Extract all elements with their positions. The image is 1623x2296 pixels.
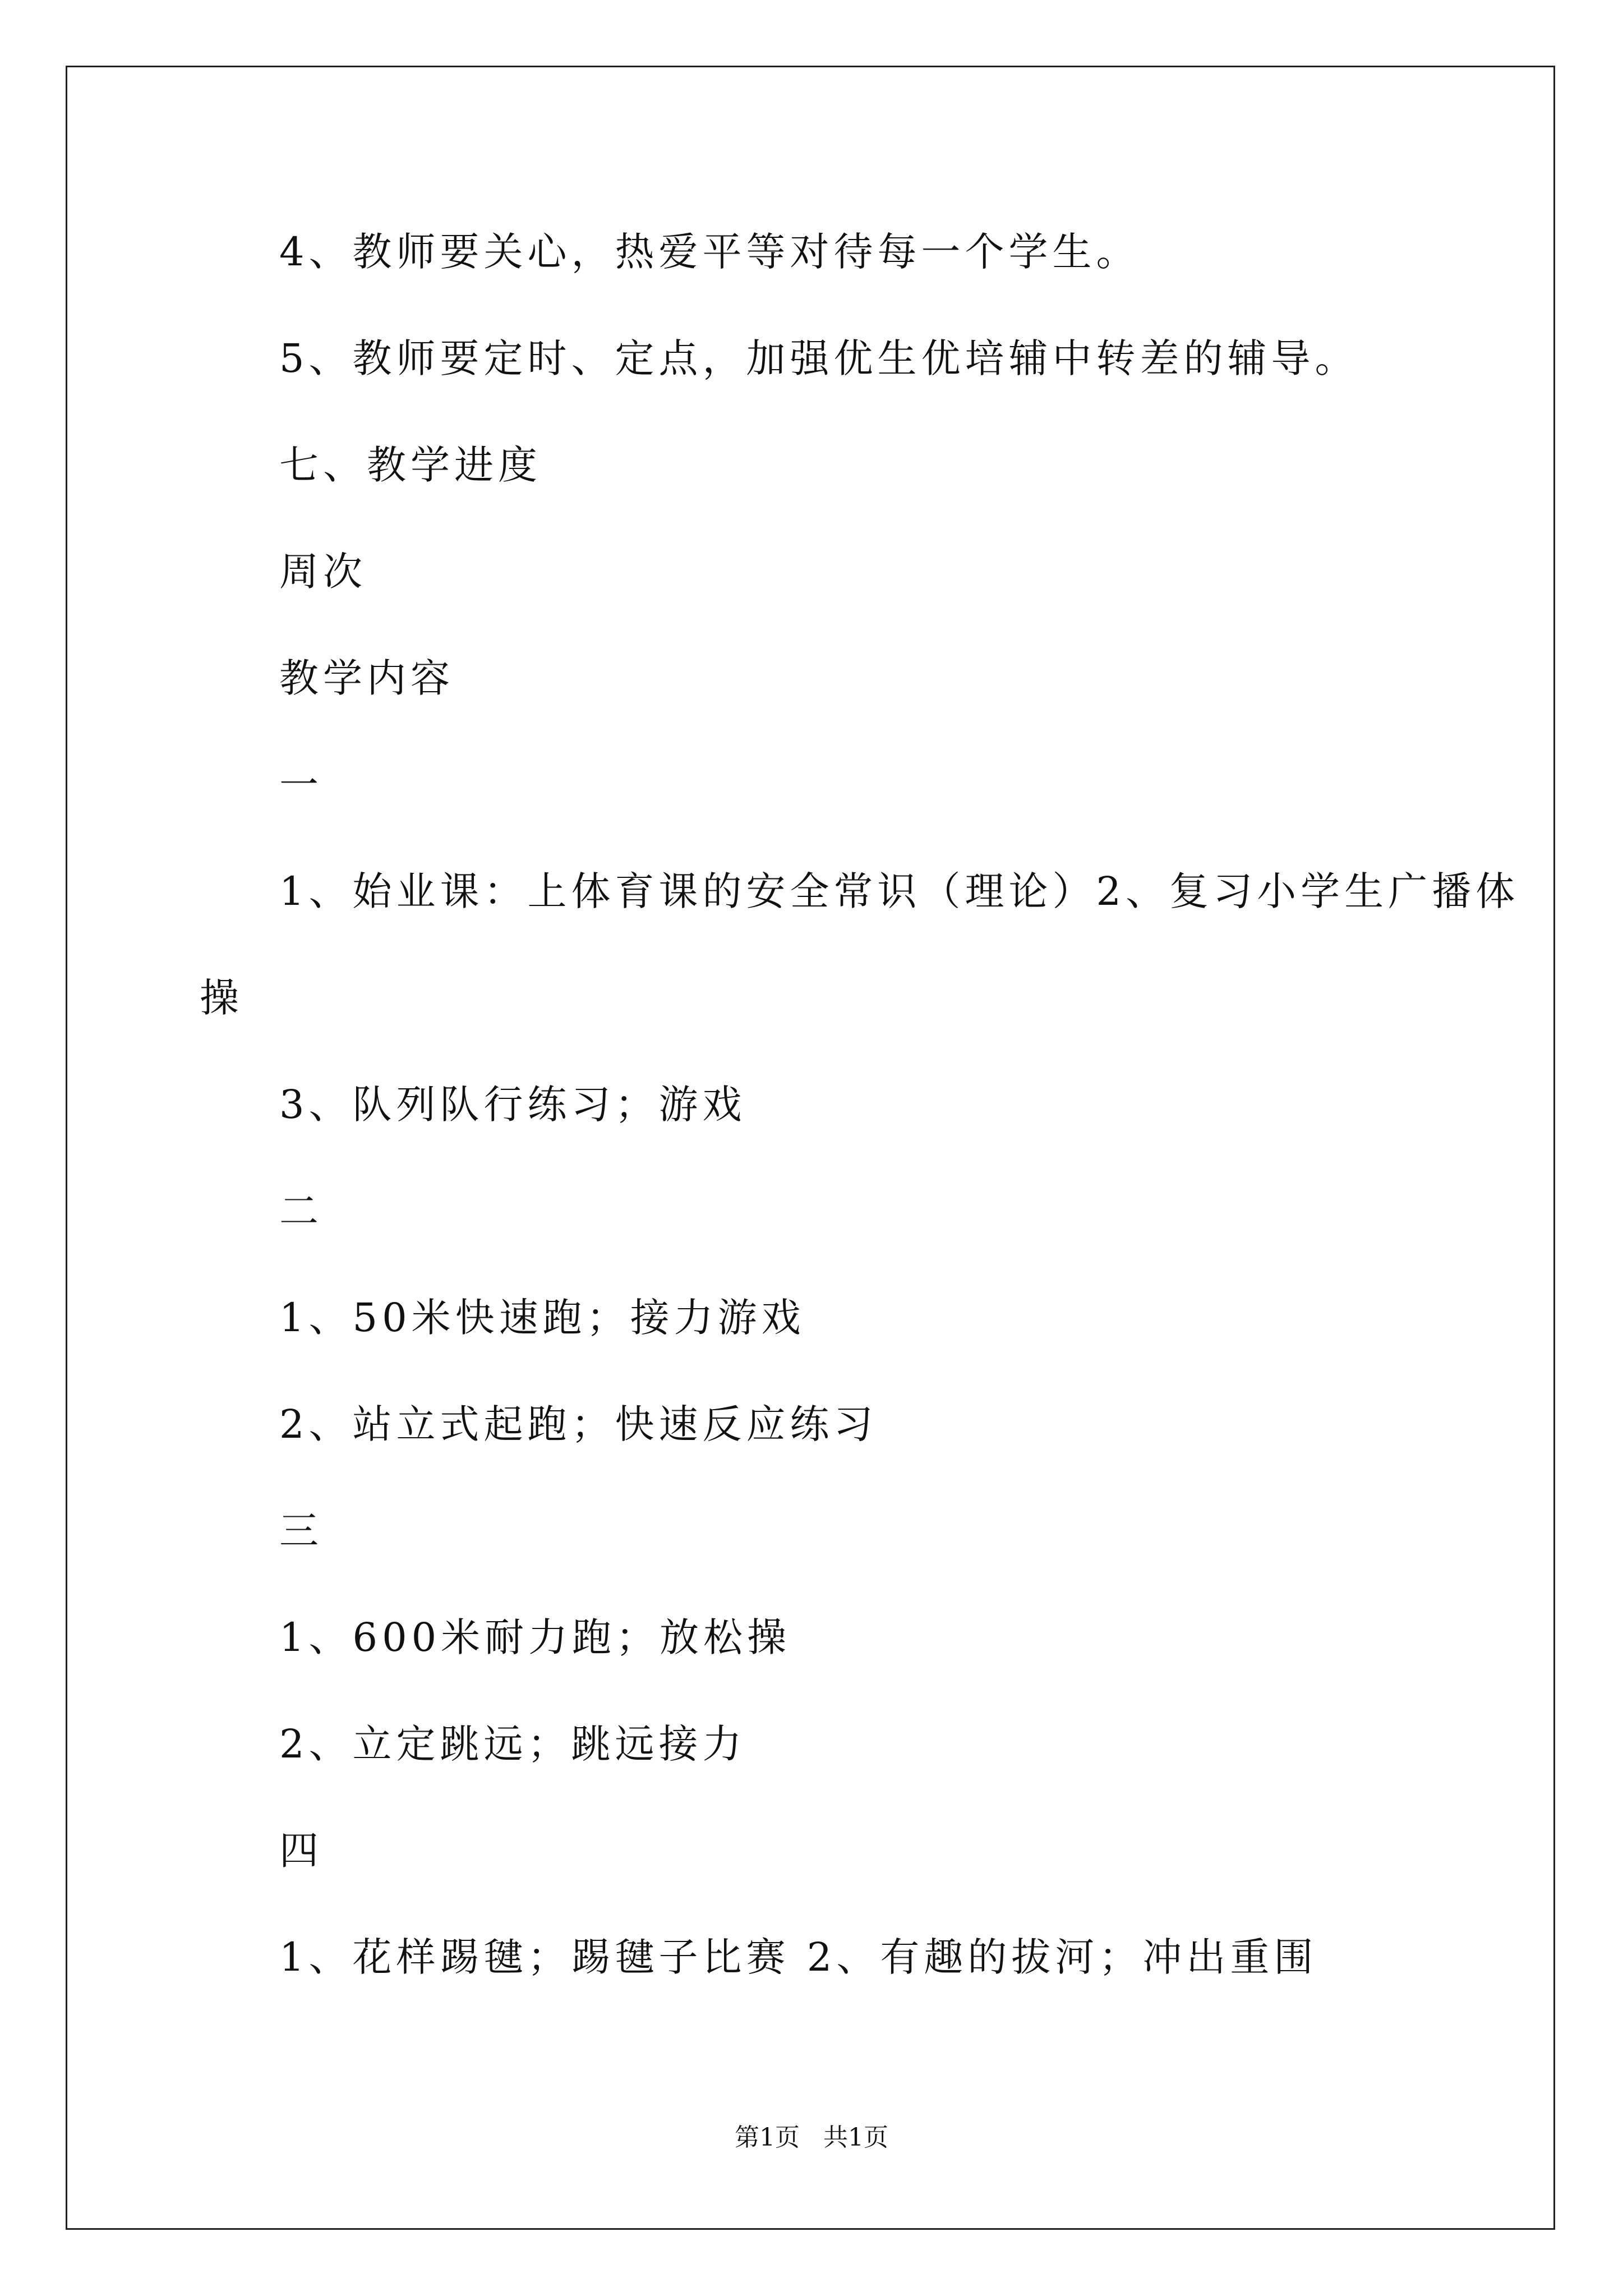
week-label-4: 四 <box>279 1828 323 1874</box>
page-border <box>66 66 1555 2230</box>
week-3-content-line-2: 2、立定跳远；跳远接力 <box>279 1721 746 1767</box>
page-number-footer: 第1页 共1页 <box>735 2123 888 2152</box>
week-1-content-line-1: 1、始业课：上体育课的安全常识（理论）2、复习小学生广播体 <box>279 868 1520 914</box>
week-3-content-line-1: 1、600米耐力跑；放松操 <box>279 1614 791 1660</box>
text-line-item-4: 4、教师要关心，热爱平等对待每一个学生。 <box>279 229 1140 275</box>
week-4-content-line-1: 1、花样踢毽；踢毽子比赛 2、有趣的拔河；冲出重围 <box>279 1934 1318 1980</box>
text-line-item-5: 5、教师要定时、定点，加强优生优培辅中转差的辅导。 <box>279 335 1359 381</box>
section-heading-teaching-schedule: 七、教学进度 <box>279 442 542 488</box>
column-label-content: 教学内容 <box>279 655 454 701</box>
week-label-2: 二 <box>279 1188 323 1234</box>
week-2-content-line-1: 1、50米快速跑；接力游戏 <box>279 1295 805 1341</box>
week-1-content-line-1-wrap: 操 <box>200 975 243 1021</box>
week-1-content-line-2: 3、队列队行练习；游戏 <box>279 1082 746 1128</box>
week-label-1: 一 <box>279 762 323 808</box>
column-label-week: 周次 <box>279 549 367 595</box>
week-label-3: 三 <box>279 1508 323 1554</box>
week-2-content-line-2: 2、站立式起跑；快速反应练习 <box>279 1401 878 1447</box>
